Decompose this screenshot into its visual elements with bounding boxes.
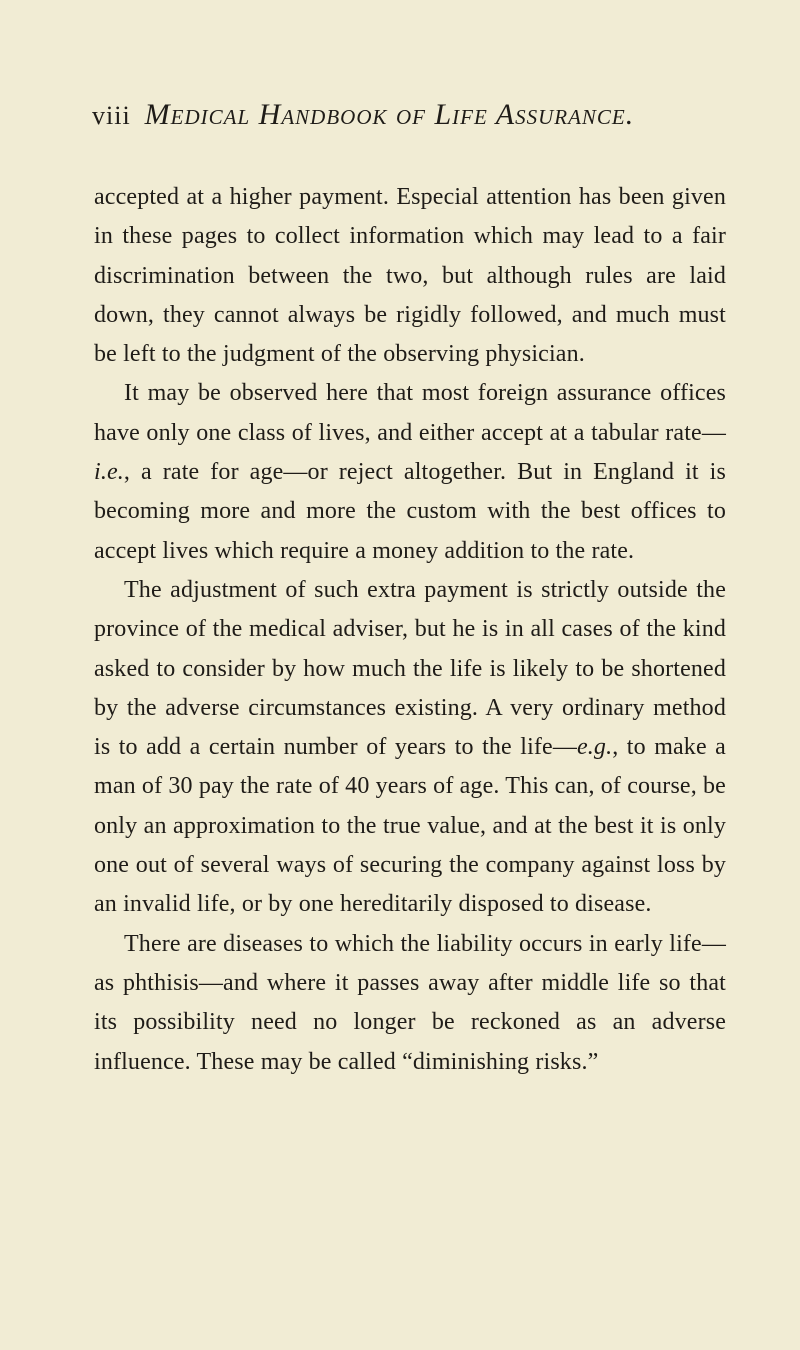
paragraph-4: There are diseases to which the liability occurs in early life—as phthisis—and where it passes away after middle life so that its possibility need no longer be reckoned as an adverse influence. These may be called “diminishing risks.”	[94, 930, 726, 1075]
running-head	[92, 98, 732, 142]
paragraph-3-part-a: The adjustment of such extra payment is strictly outside the province of the medical adviser, but he is in all cases of the kind asked to consider by how much the life is likely to be shortened by the adverse circumstances existing. A very ordinary method is to add a certain number of years to the life—	[94, 576, 726, 761]
page-number: viii	[92, 101, 131, 130]
paragraph-3-italic: e.g.	[576, 734, 613, 761]
paragraph-2-part-b: , a rate for age—or reject altogether. But in England it is becoming more and more the custom with the best offices to accept lives which require a money addition to the rate.	[94, 459, 726, 564]
body-text	[94, 178, 726, 1082]
running-title: Medical Handbook of Life Assurance.	[144, 98, 635, 131]
paragraph-3-part-b: , to make a man of 30 pay the rate of 40 years of age. This can, of course, be only an approximation to the true value, and at the best it is only one out of several ways of securing the company against loss by an invalid life, or by one hereditarily disposed to disease.	[94, 734, 726, 918]
paragraph-2-italic: i.e.	[94, 459, 124, 486]
paragraph-2-part-a: It may be observed here that most foreign assurance offices have only one class of lives, and either accept at a tabular rate—	[94, 380, 726, 446]
paragraph-1: accepted at a higher payment. Especial attention has been given in these pages to collect information which may lead to a fair discrimination between the two, but although rules are laid down, they cannot always be rigidly followed, and much must be left to the judgment of the observing physician.	[94, 184, 726, 368]
paragraph-3	[94, 571, 726, 925]
paragraph-2	[94, 374, 726, 570]
